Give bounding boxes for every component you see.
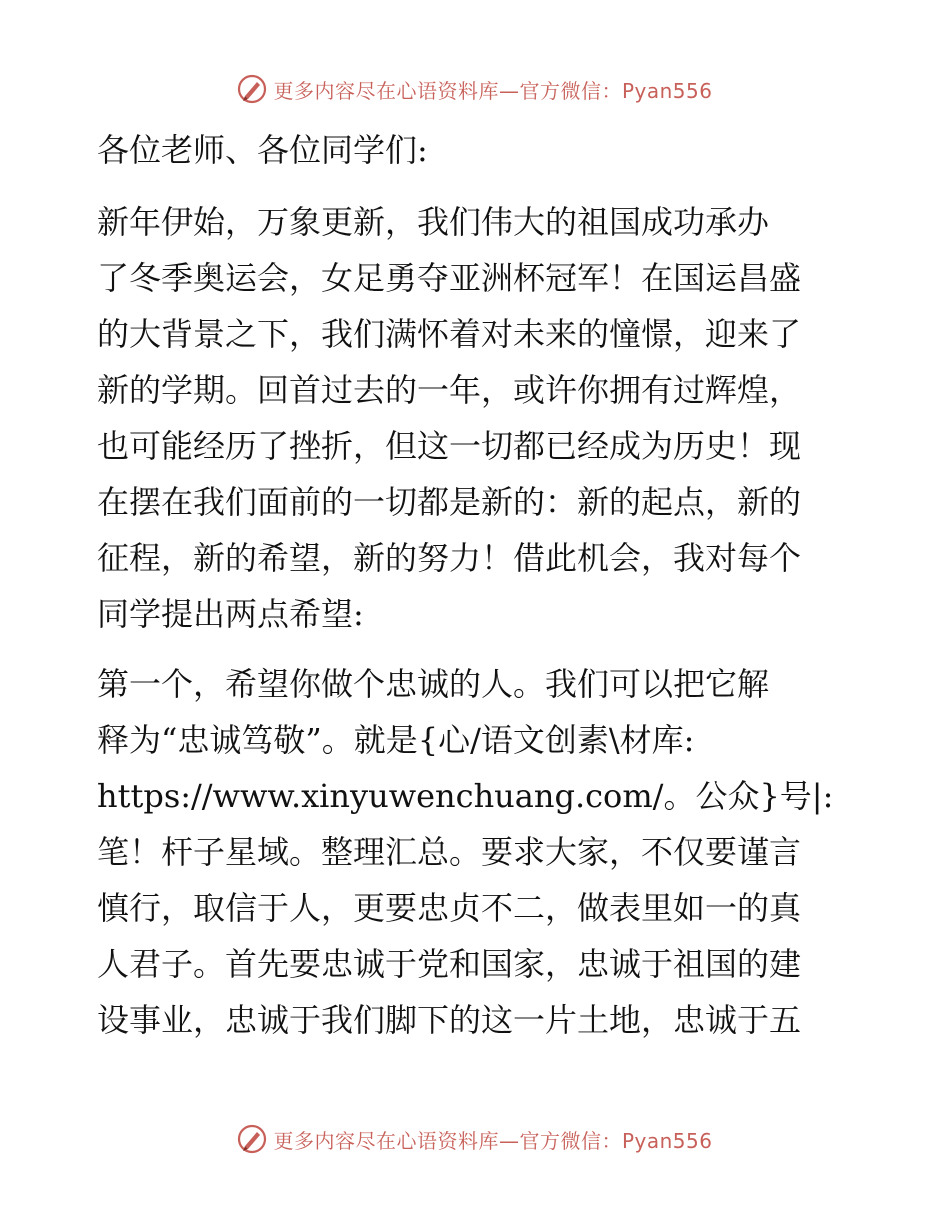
- text-line: 了冬季奥运会，女足勇夺亚洲杯冠军！在国运昌盛: [97, 259, 802, 297]
- text-line: 笔！杆子星域。整理汇总。要求大家，不仅要谨言: [97, 833, 802, 871]
- watermark-text: 更多内容尽在心语资料库—官方微信：Pyan556: [273, 78, 713, 103]
- header-watermark: [0, 74, 950, 109]
- text-line: 第一个，希望你做个忠诚的人。我们可以把它解: [97, 665, 770, 703]
- text-line: 慎行，取信于人，更要忠贞不二，做表里如一的真: [97, 889, 802, 927]
- document-body: [97, 120, 857, 1048]
- text-line: 人君子。首先要忠诚于党和国家，忠诚于祖国的建: [97, 945, 802, 983]
- text-line: 的大背景之下，我们满怀着对未来的憧憬，迎来了: [97, 315, 802, 353]
- paragraph-1: [97, 194, 857, 642]
- text-line: 在摆在我们面前的一切都是新的：新的起点，新的: [97, 483, 802, 521]
- text-line: 释为“忠诚笃敬”。就是{心/语文创素\材库:: [97, 721, 695, 759]
- watermark-text: 更多内容尽在心语资料库—官方微信：Pyan556: [273, 1128, 713, 1153]
- paragraph-2: [97, 656, 857, 1048]
- text-line: 同学提出两点希望:: [97, 595, 364, 633]
- text-line: 征程，新的希望，新的努力！借此机会，我对每个: [97, 539, 802, 577]
- pen-logo-icon: [237, 1124, 267, 1154]
- footer-watermark: [0, 1124, 950, 1159]
- text-line: 也可能经历了挫折，但这一切都已经成为历史！现: [97, 427, 802, 465]
- salutation: 各位老师、各位同学们:: [97, 131, 428, 169]
- text-line: 新的学期。回首过去的一年，或许你拥有过辉煌，: [97, 371, 802, 409]
- text-line: 新年伊始，万象更新，我们伟大的祖国成功承办: [97, 203, 770, 241]
- pen-logo-icon: [237, 74, 267, 104]
- text-line: 设事业，忠诚于我们脚下的这一片土地，忠诚于五: [97, 1001, 802, 1039]
- text-line: https://www.xinyuwenchuang.com/。公众}号|:: [97, 777, 834, 815]
